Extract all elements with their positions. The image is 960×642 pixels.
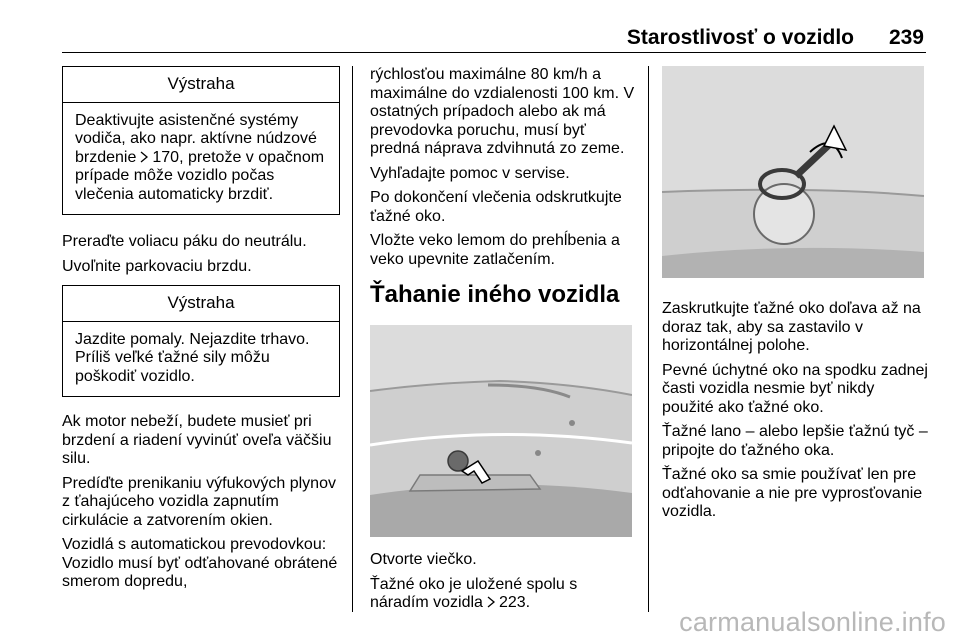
column-divider-2 xyxy=(648,66,649,612)
page-header xyxy=(62,22,926,53)
paragraph: Ťažné oko je uložené spolu s náradím vozidla 223. xyxy=(370,575,578,611)
warning-box-1 xyxy=(62,66,340,215)
paragraph: Ak motor nebeží, budete musieť pri brzdení a riadení vyvinúť oveľa väčšiu silu. xyxy=(62,413,332,467)
page-number: 239 xyxy=(888,26,924,49)
watermark: carmanualsonline.info xyxy=(679,607,946,637)
column-2 xyxy=(370,66,638,619)
page-reference-icon xyxy=(486,596,496,608)
column-divider-1 xyxy=(352,66,353,612)
warning-text-b: , pretože v opačnom prípade môže vozidlo počas vlečenia automaticky brzdiť. xyxy=(75,148,325,203)
warning-text: Jazdite pomaly. Nejazdite trhavo. Príliš veľké ťažné sily môžu poškodiť vozidlo. xyxy=(75,330,310,385)
paragraph: Uvoľnite parkovaciu brzdu. xyxy=(62,257,252,275)
section-title: Starostlivosť o vozidlo xyxy=(626,26,854,49)
paragraph-text: Ťažné oko je uložené spolu s náradím vozidla xyxy=(370,575,578,611)
rear-bumper-cover-illustration xyxy=(370,325,632,537)
paragraph: Ťažné lano – alebo lepšie ťažnú tyč – pripojte do ťažného oka. xyxy=(662,423,928,459)
paragraph: Predíďte prenikaniu výfukových plynov z ťahajúceho vozidla zapnutím cirkulácie a zatvorením okien. xyxy=(62,474,336,529)
warning-title: Výstraha xyxy=(63,286,339,322)
paragraph: Pevné úchytné oko na spodku zadnej časti vozidla nesmie byť nikdy použité ako ťažné oko. xyxy=(662,361,928,416)
reference-page[interactable]: 223 xyxy=(498,594,526,611)
page-reference-icon xyxy=(139,151,149,163)
paragraph: Zaskrutkujte ťažné oko doľava až na doraz tak, aby sa zastavilo v horizontálnej polohe. xyxy=(662,300,921,354)
reference-page[interactable]: 170 xyxy=(152,148,180,166)
section-heading: Ťahanie iného vozidla xyxy=(370,281,620,308)
column-1 xyxy=(62,66,340,598)
paragraph: Otvorte viečko. xyxy=(370,551,477,568)
warning-title: Výstraha xyxy=(63,67,339,103)
warning-body xyxy=(63,322,339,397)
towing-eye-illustration xyxy=(662,66,924,278)
paragraph: rýchlosťou maximálne 80 km/h a maximálne do vzdialenosti 100 km. V ostatných prípadoch alebo ak má prevodovka poruchu, musí byť predná náprava zdvihnutá zo zeme. xyxy=(370,66,635,157)
paragraph: Ťažné oko sa smie používať len pre odťahovanie a nie pre vyprosťovanie vozidla. xyxy=(662,466,923,520)
paragraph: Po dokončení vlečenia odskrutkujte ťažné oko. xyxy=(370,189,622,225)
paragraph: Vozidlá s automatickou prevodovkou: Vozidlo musí byť odťahované obrátené smerom dopredu, xyxy=(62,536,338,590)
warning-box-2 xyxy=(62,285,340,397)
warning-text-a: Deaktivujte asistenčné systémy vodiča, ako napr. aktívne núdzové brzdenie xyxy=(75,111,317,166)
column-3 xyxy=(662,66,930,528)
warning-body xyxy=(63,103,339,215)
paragraph: Vložte veko lemom do prehĺbenia a veko upevnite zatlačením. xyxy=(370,232,620,268)
paragraph: Vyhľadajte pomoc v servise. xyxy=(370,164,570,182)
paragraph: Preraďte voliacu páku do neutrálu. xyxy=(62,233,307,250)
